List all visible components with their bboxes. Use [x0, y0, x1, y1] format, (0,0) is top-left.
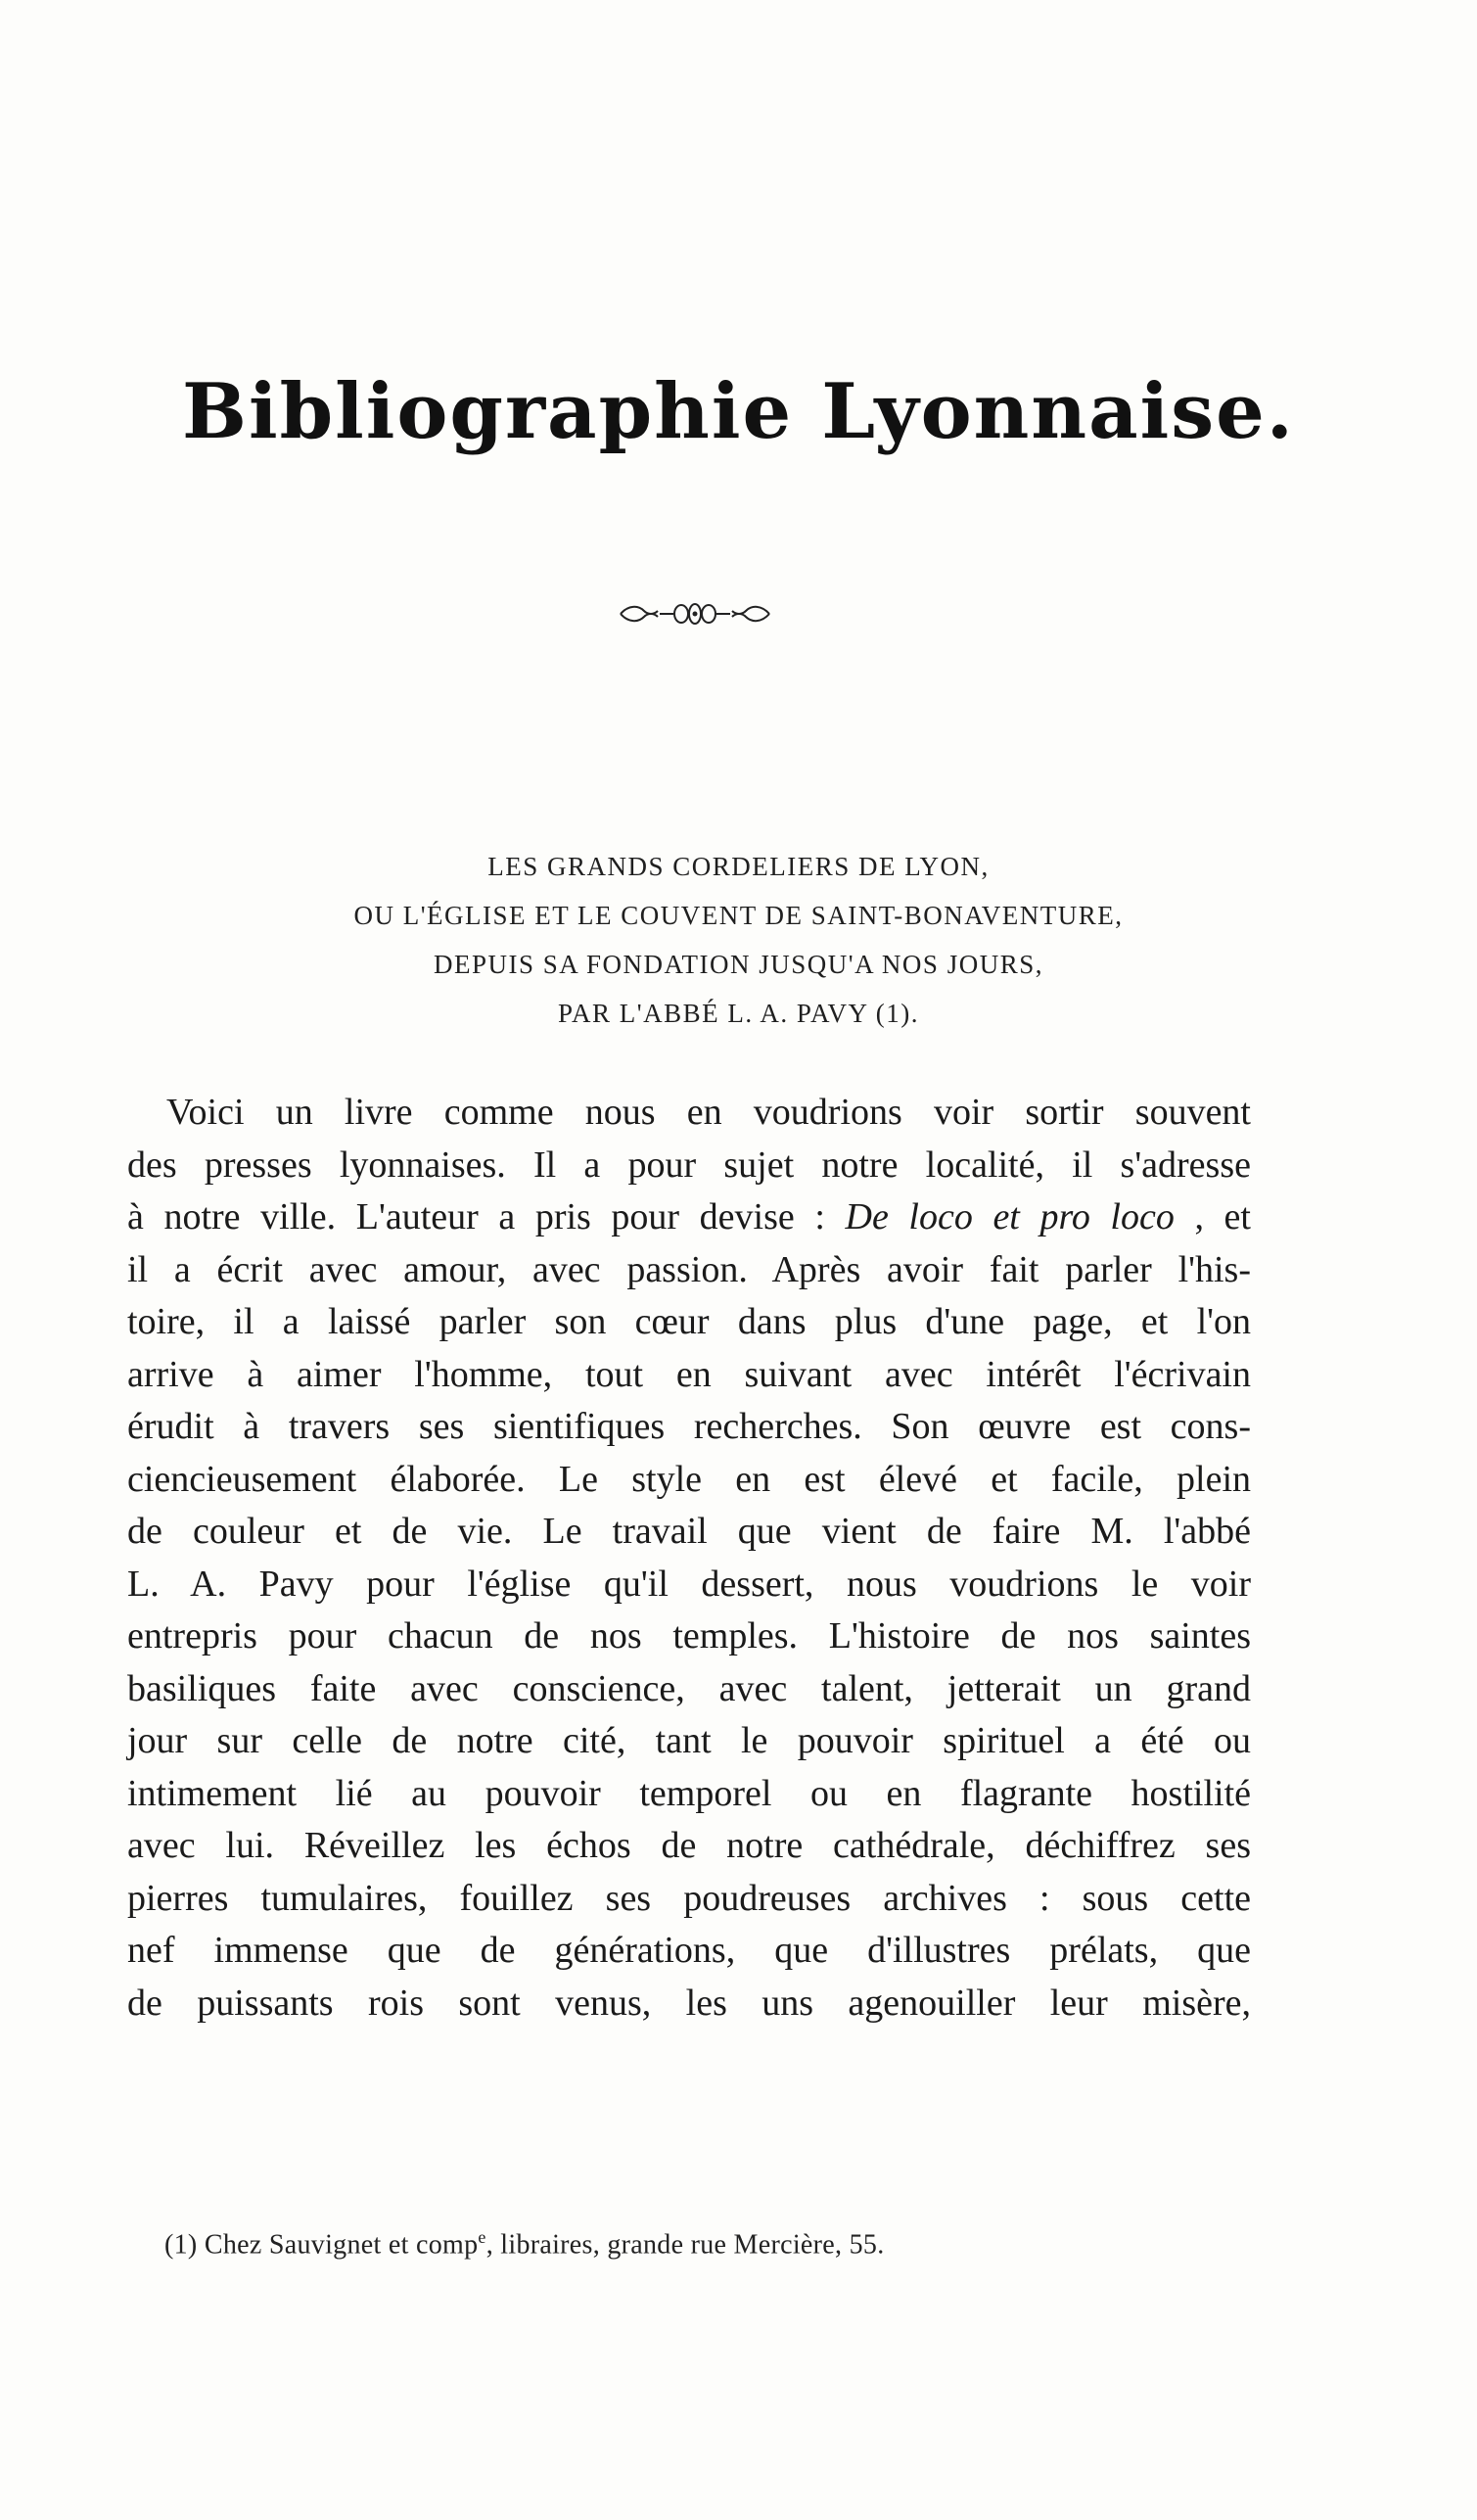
body-line: nef immense que de générations, que d'illustres prélats, que [127, 1930, 1251, 1971]
footnote: (1) Chez Sauvignet et comp$^e$, libraires, grande rue Mercière, 55. [164, 2227, 885, 2261]
body-line: à notre ville. L'auteur a pris pour devise : De loco et pro loco , et [127, 1196, 1251, 1237]
decorative-fleuron-icon [617, 599, 773, 629]
italic-motto: De loco et pro loco [845, 1196, 1175, 1237]
body-line: il a écrit avec amour, avec passion. Après avoir fait parler l'his- [127, 1248, 1251, 1290]
body-line: pierres tumulaires, fouillez ses poudreuses archives : sous cette [127, 1877, 1251, 1919]
body-line: des presses lyonnaises. Il a pour sujet notre localité, il s'adresse [127, 1143, 1251, 1186]
body-line: arrive à aimer l'homme, tout en suivant avec intérêt l'écrivain [127, 1353, 1251, 1395]
article-header [0, 842, 1477, 1038]
body-line: L. A. Pavy pour l'église qu'il dessert, nous voudrions le voir [127, 1563, 1251, 1605]
body-line: avec lui. Réveillez les échos de notre cathédrale, déchiffrez ses [127, 1825, 1251, 1866]
header-line-4: PAR L'ABBÉ L. A. PAVY (1). [558, 999, 919, 1028]
header-line-2: OU L'ÉGLISE ET LE COUVENT DE SAINT-BONAVENTURE, [353, 901, 1124, 930]
body-line: ciencieusement élaborée. Le style en est élevé et facile, plein [127, 1458, 1251, 1500]
page-title: Bibliographie Lyonnaise. [182, 367, 1295, 456]
body-line: de puissants rois sont venus, les uns agenouiller leur misère, [127, 1982, 1251, 2024]
footnote-superscript: e [478, 2227, 486, 2247]
body-line: toire, il a laissé parler son cœur dans plus d'une page, et l'on [127, 1301, 1251, 1342]
body-line: entrepris pour chacun de nos temples. L'histoire de nos saintes [127, 1615, 1251, 1657]
body-line: intimement lié au pouvoir temporel ou en flagrante hostilité [127, 1772, 1251, 1814]
body-line: Voici un livre comme nous en voudrions voir sortir souvent [166, 1092, 1251, 1133]
header-line-1: LES GRANDS CORDELIERS DE LYON, [487, 852, 990, 881]
body-line: jour sur celle de notre cité, tant le pouvoir spirituel a été ou [127, 1720, 1251, 1761]
body-line: basiliques faite avec conscience, avec talent, jetterait un grand [127, 1667, 1251, 1709]
body-line: érudit à travers ses sientifiques recherches. Son œuvre est cons- [127, 1406, 1251, 1447]
body-line: de couleur et de vie. Le travail que vient de faire M. l'abbé [127, 1511, 1251, 1552]
header-line-3: DEPUIS SA FONDATION JUSQU'A NOS JOURS, [434, 950, 1043, 979]
body-paragraph [127, 1087, 1251, 2030]
